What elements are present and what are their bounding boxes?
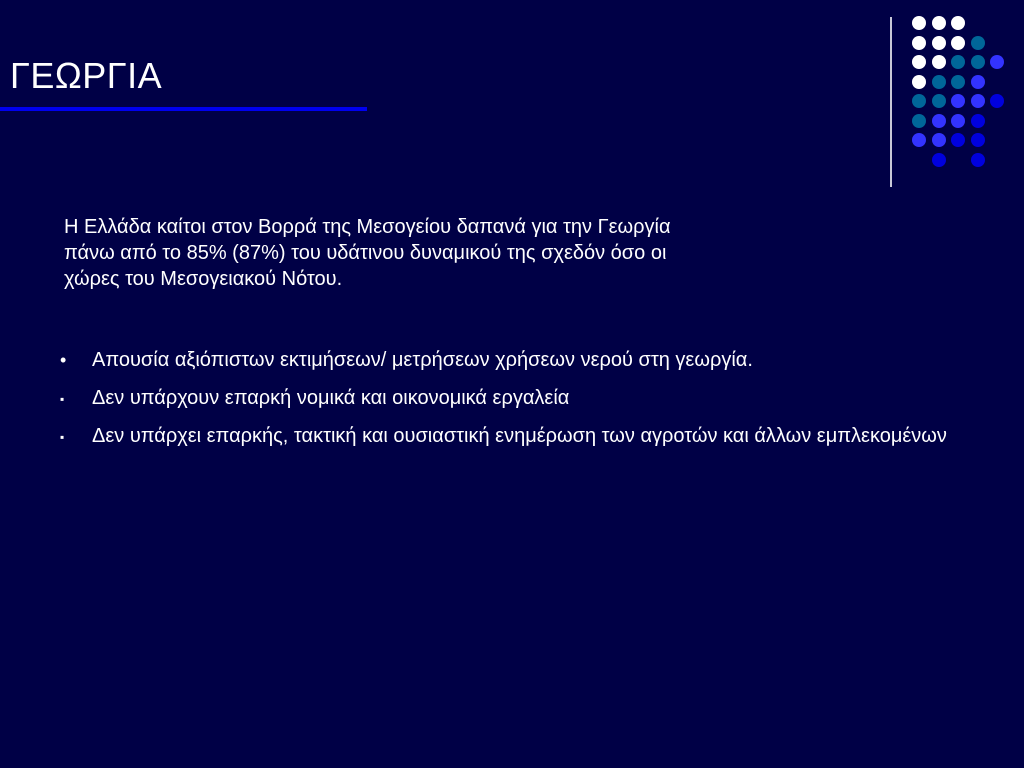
decorative-dot: [971, 55, 985, 69]
decorative-dot: [990, 55, 1004, 69]
decorative-dot: [932, 114, 946, 128]
decorative-dot: [932, 153, 946, 167]
decorative-dot: [971, 75, 985, 89]
decorative-dot: [990, 94, 1004, 108]
intro-line: χώρες του Μεσογειακού Νότου.: [64, 268, 343, 290]
decorative-dot: [912, 75, 926, 89]
bullet-item: [60, 384, 960, 412]
bullet-text: Απουσία αξιόπιστων εκτιμήσεων/ μετρήσεων χρήσεων νερού στη γεωργία.: [92, 349, 753, 371]
intro-line: Η Ελλάδα καίτοι στον Βορρά της Μεσογείου δαπανά για την Γεωργία: [64, 216, 671, 238]
decorative-dot: [912, 16, 926, 30]
decorative-dot: [951, 133, 965, 147]
decorative-dot: [951, 75, 965, 89]
bullet-square-icon: ▪: [60, 392, 65, 406]
decorative-dot: [912, 36, 926, 50]
decorative-dot: [971, 94, 985, 108]
decorative-dot: [932, 36, 946, 50]
vertical-divider: [890, 17, 892, 187]
decorative-dot: [971, 114, 985, 128]
decorative-dot: [912, 55, 926, 69]
decorative-dot: [951, 55, 965, 69]
bullet-item: [60, 422, 960, 450]
dot-grid-decoration: [912, 16, 1012, 166]
bullet-text: Δεν υπάρχουν επαρκή νομικά και οικονομικά εργαλεία: [92, 387, 570, 409]
decorative-dot: [951, 114, 965, 128]
bullet-list: [60, 346, 960, 460]
decorative-dot: [951, 94, 965, 108]
decorative-dot: [932, 16, 946, 30]
slide-title: ΓΕΩΡΓΙΑ: [10, 55, 163, 96]
bullet-dot-icon: •: [60, 350, 67, 370]
decorative-dot: [932, 94, 946, 108]
decorative-dot: [971, 133, 985, 147]
intro-paragraph: [64, 214, 864, 292]
decorative-dot: [971, 153, 985, 167]
decorative-dot: [932, 75, 946, 89]
decorative-dot: [912, 94, 926, 108]
decorative-dot: [932, 55, 946, 69]
decorative-dot: [912, 133, 926, 147]
bullet-item: [60, 346, 960, 374]
bullet-square-icon: ▪: [60, 430, 65, 444]
bullet-text: Δεν υπάρχει επαρκής, τακτική και ουσιαστική ενημέρωση των αγροτών και άλλων εμπλεκομένων: [92, 425, 947, 447]
decorative-dot: [912, 114, 926, 128]
decorative-dot: [971, 36, 985, 50]
decorative-dot: [951, 36, 965, 50]
intro-line: πάνω από το 85% (87%) του υδάτινου δυναμικού της σχεδόν όσο οι: [64, 242, 667, 264]
decorative-dot: [951, 16, 965, 30]
decorative-dot: [932, 133, 946, 147]
title-underline: [0, 107, 367, 111]
